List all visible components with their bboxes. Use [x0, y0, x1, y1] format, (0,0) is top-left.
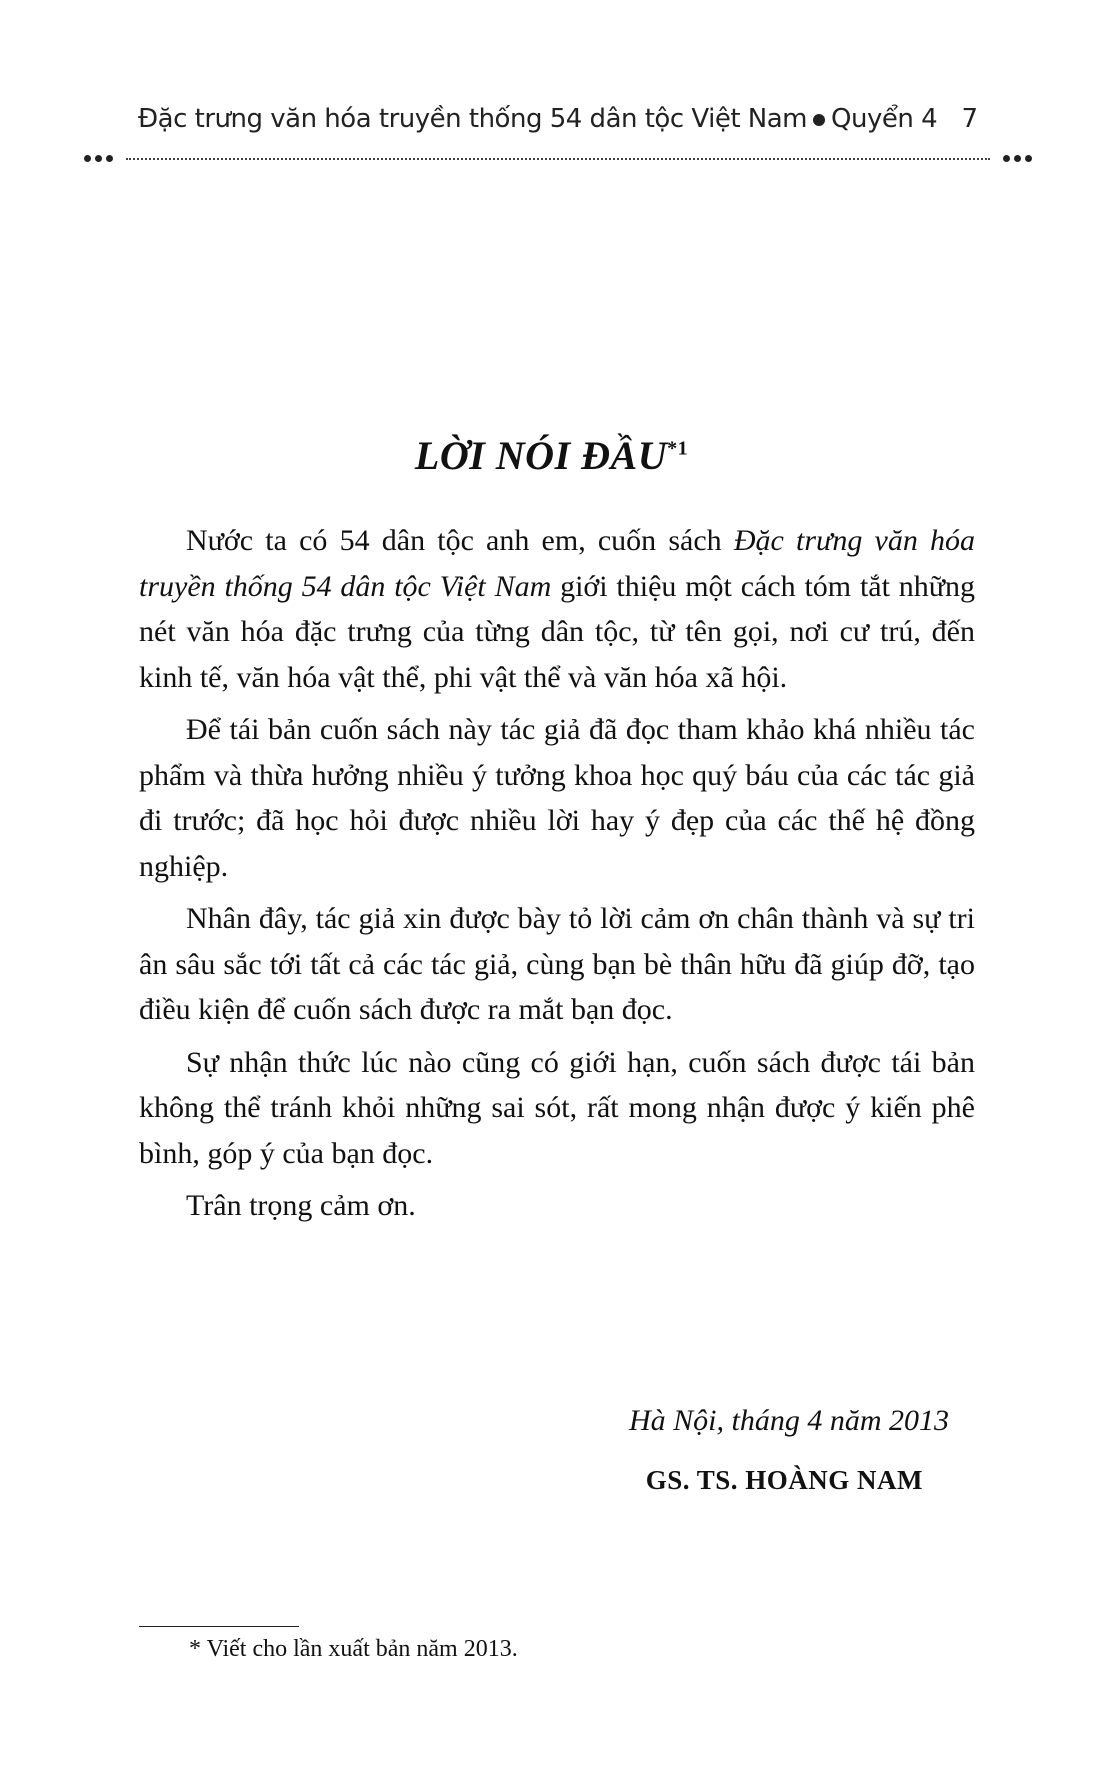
- header-divider: [84, 152, 1032, 166]
- paragraph-1-start: Nước ta có 54 dân tộc anh em, cuốn sách: [186, 524, 734, 557]
- paragraph-1: [139, 518, 975, 700]
- book-title: [138, 104, 937, 134]
- dotted-rule: [126, 158, 990, 160]
- chapter-title: [0, 432, 1103, 479]
- paragraph-4: Sự nhận thức lúc nào cũng có giới hạn, cuốn sách được tái bản không thể tránh khỏi những sai sót, rất mong nhận được ý kiến phê bình, góp ý của bạn đọc.: [139, 1045, 975, 1170]
- dots-ornament-left-icon: [84, 155, 113, 162]
- chapter-title-text: LỜI NÓI ĐẦU: [414, 432, 668, 478]
- body-text: [139, 518, 975, 1236]
- paragraph-1-end: giới thiệu một cách tóm tắt những nét văn hóa đặc trưng của từng dân tộc, từ tên gọi, nơi cư trú, đến kinh tế, văn hóa vật thể, phi vật thể và văn hóa xã hội.: [139, 569, 975, 694]
- footnote-marker: *1: [667, 437, 689, 460]
- book-volume: Quyển 4: [831, 104, 938, 134]
- paragraph-3: Nhân đây, tác giả xin được bày tỏ lời cảm ơn chân thành và sự tri ân sâu sắc tới tất cả các tác giả, cùng bạn bè thân hữu đã giúp đỡ, tạo điều kiện để cuốn sách được ra mắt bạn đọc.: [139, 902, 975, 1026]
- bullet-icon: [813, 114, 825, 126]
- signature-author: GS. TS. HOÀNG NAM: [645, 1465, 923, 1495]
- signature-place-date: Hà Nội, tháng 4 năm 2013: [628, 1404, 949, 1437]
- dots-ornament-right-icon: [1003, 155, 1032, 162]
- paragraph-5: Trân trọng cảm ơn.: [186, 1189, 416, 1222]
- book-title-main: Đặc trưng văn hóa truyền thống 54 dân tộc Việt Nam: [138, 104, 808, 134]
- book-title-inline: Đặc trưng văn hóa truyền thống 54 dân tộc Việt Nam: [139, 524, 976, 603]
- footnote-divider: [139, 1626, 299, 1627]
- page-number: 7: [961, 104, 978, 134]
- paragraph-2: Để tái bản cuốn sách này tác giả đã đọc tham khảo khá nhiều tác phẩm và thừa hưởng nhiều ý tưởng khoa học quý báu của các tác giả đi trước; đã học hỏi được nhiều lời hay ý đẹp của các thế hệ đồng nghiệp.: [139, 713, 975, 883]
- footnote: * Viết cho lần xuất bản năm 2013.: [189, 1636, 518, 1662]
- running-header: [138, 104, 978, 144]
